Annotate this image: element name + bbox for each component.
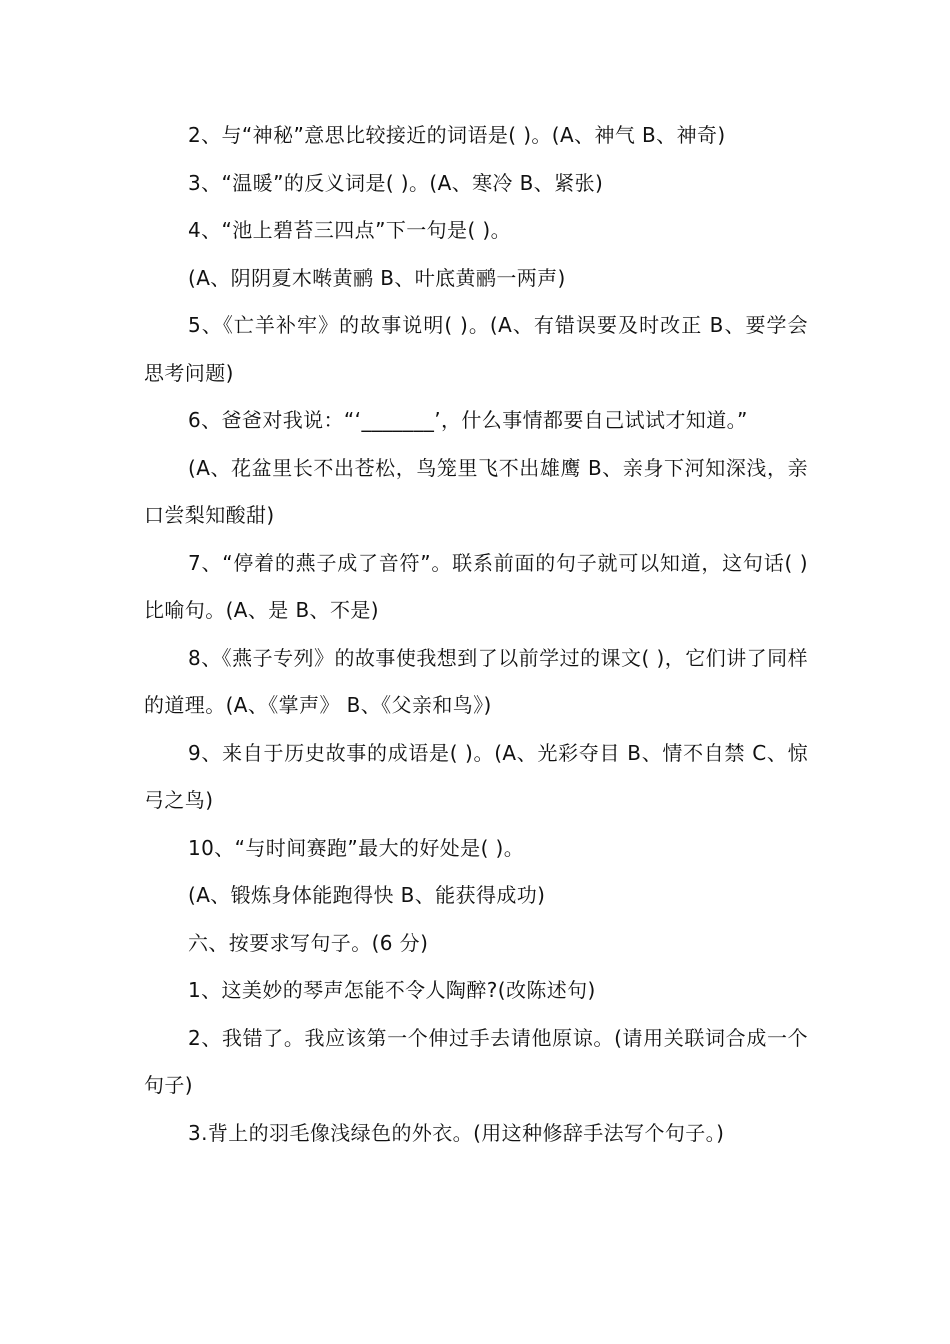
sentence-task-1: 1、这美妙的琴声怎能不令人陶醉?(改陈述句)	[188, 978, 596, 1002]
question-10-race-time: 10、“与时间赛跑”最大的好处是( )。	[188, 835, 525, 860]
document-body	[144, 112, 808, 1157]
sentence-task-3: 3.背上的羽毛像浅绿色的外衣。(用这种修辞手法写个句子。)	[188, 1120, 725, 1145]
question-6-quote: 6、爸爸对我说：“‘_______’，什么事情都要自己试试才知道。”	[188, 408, 748, 432]
question-9-idiom: 9、来自于历史故事的成语是( )。(A、光彩夺目 B、情不自禁 C、惊弓之鸟)	[144, 740, 808, 812]
question-8-related-text: 8、《燕子专列》的故事使我想到了以前学过的课文( )，它们讲了同样的道理。(A、《掌声》 B、《父亲和鸟》)	[144, 645, 808, 717]
question-10-options: (A、锻炼身体能跑得快 B、能获得成功)	[188, 883, 546, 907]
question-3-antonym: 3、“温暖”的反义词是( )。(A、寒冷 B、紧张)	[188, 170, 604, 195]
sentence-task-2: 2、我错了。我应该第一个伸过手去请他原谅。(请用关联词合成一个句子)	[144, 1025, 808, 1097]
question-4-options: (A、阴阴夏木啭黄鹂 B、叶底黄鹂一两声)	[188, 265, 566, 290]
question-2-synonym: 2、与“神秘”意思比较接近的词语是( )。(A、神气 B、神奇)	[188, 123, 726, 147]
question-4-poem-line: 4、“池上碧苔三四点”下一句是( )。	[188, 218, 512, 242]
question-5-story-meaning: 5、《亡羊补牢》的故事说明( )。(A、有错误要及时改正 B、要学会思考问题)	[144, 313, 808, 385]
question-7-metaphor: 7、“停着的燕子成了音符”。联系前面的句子就可以知道，这句话( )比喻句。(A、是 B、不是)	[144, 550, 808, 622]
section-6-heading: 六、按要求写句子。(6 分)	[188, 930, 429, 955]
question-6-options: (A、花盆里长不出苍松，鸟笼里飞不出雄鹰 B、亲身下河知深浅，亲口尝梨知酸甜)	[144, 455, 808, 527]
